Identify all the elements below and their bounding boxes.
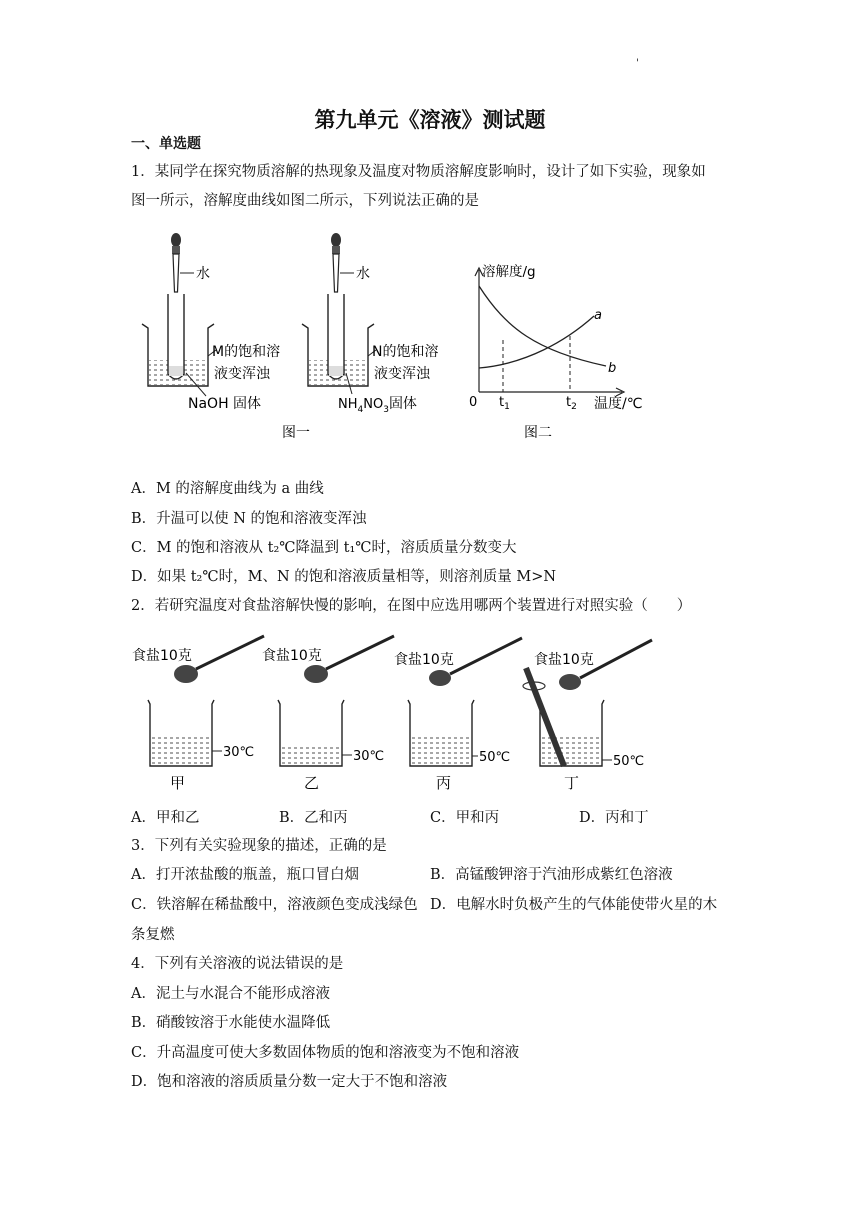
label-nh4no3: $NH_4NO_3$固体 [338,396,417,415]
salt-label: 食盐10克 [534,652,594,668]
page-title: 第九单元《溶液》测试题 [314,108,546,132]
salt-label: 食盐10克 [394,652,454,668]
spoon-handle [196,636,264,669]
section-heading: 一、单选题 [131,136,201,152]
q3-stem: 3．下列有关实验现象的描述，正确的是 [131,838,387,854]
setup-nh4no3 [302,233,438,415]
beaker-water [281,744,341,765]
salt-label: 食盐10克 [262,648,322,664]
tick-label-t2: $t_2$ [566,395,577,412]
corner-mark: ' [636,58,639,69]
salt-label: 食盐10克 [132,648,192,664]
dropper-collar [332,246,340,254]
q1-stem-line2: 图一所示，溶解度曲线如图二所示，下列说法正确的是 [131,193,479,209]
setup-naoh [142,233,280,412]
q4-option-d: D．饱和溶液的溶质质量分数一定大于不饱和溶液 [131,1074,448,1090]
y-axis-label: 溶解度/g [482,264,536,280]
beaker-setup-jia [132,636,264,792]
q2-beaker-figure [128,626,668,798]
beaker-label: 乙 [304,774,320,792]
spoon-handle [326,636,394,669]
temp-label: 50℃ [479,750,511,765]
fig2-caption: 图二 [524,425,552,441]
series-b-label: b [608,361,617,376]
label-n-2: 液变浑浊 [374,366,430,382]
q4-option-a: A．泥土与水混合不能形成溶液 [131,986,330,1002]
x-axis-label: 温度/℃ [594,396,643,412]
q2-option-c: C．甲和丙 [430,810,500,826]
beaker-water [151,736,211,765]
dropper-bulb [331,233,341,247]
q1-stem-line1: 1．某同学在探究物质溶解的热现象及温度对物质溶解度影响时，设计了如下实验，现象如 [131,164,706,180]
spoon-handle [450,638,522,674]
beaker-setup-ding [523,640,652,792]
q4-option-b: B．硝酸铵溶于水能使水温降低 [131,1015,331,1031]
q3-option-d-line1: D．电解水时负极产生的气体能使带火星的木 [430,897,718,913]
q3-option-c: C．铁溶解在稀盐酸中，溶液颜色变成浅绿色 [131,897,418,913]
dropper-bulb [171,233,181,247]
q2-option-a: A．甲和乙 [131,810,200,826]
q3-option-a: A．打开浓盐酸的瓶盖，瓶口冒白烟 [131,867,359,883]
label-m-2: 液变浑浊 [214,366,270,382]
series-b-line [479,286,606,366]
label-naoh: NaOH 固体 [188,396,262,412]
beaker-water [411,736,471,765]
beaker-setup-bing [394,638,522,792]
nh4no3-solid [329,366,343,376]
label-n-1: N的饱和溶 [372,344,439,360]
q2-option-d: D．丙和丁 [579,810,649,826]
q1-figure-1 [136,228,466,446]
water-label: 水 [356,266,370,282]
fig1-caption: 图一 [282,425,310,441]
dropper-tube [333,254,339,292]
tick-label-t1: $t_1$ [499,395,510,412]
beaker-water [541,736,601,765]
spoon-bowl [429,670,451,686]
temp-label: 30℃ [223,745,255,760]
spoon-bowl [304,665,328,683]
q3-option-b: B．高锰酸钾溶于汽油形成紫红色溶液 [430,867,673,883]
spoon-bowl [174,665,198,683]
q1-option-b: B．升温可以使 N 的饱和溶液变浑浊 [131,511,367,527]
q4-stem: 4．下列有关溶液的说法错误的是 [131,956,344,972]
dropper-collar [172,246,180,254]
spoon-bowl [559,674,581,690]
dropper-tube [173,254,179,292]
q2-stem: 2．若研究温度对食盐溶解快慢的影响，在图中应选用哪两个装置进行对照实验（ ） [131,598,692,614]
beaker-label: 丁 [564,774,580,792]
temp-label: 50℃ [613,754,645,769]
temp-label: 30℃ [353,749,385,764]
naoh-solid [169,366,183,376]
beaker-label: 丙 [436,774,452,792]
q1-option-c: C．M 的饱和溶液从 t₂℃降温到 t₁℃时，溶质质量分数变大 [131,540,517,556]
label-m-1: M的饱和溶 [212,344,281,360]
q3-option-d-line2: 条复燃 [131,927,175,943]
water-label: 水 [196,266,210,282]
beaker-setup-yi [262,636,394,792]
q1-solubility-chart [466,256,656,446]
series-a-label: a [594,308,602,323]
beaker-label: 甲 [170,774,186,792]
q1-option-a: A．M 的溶解度曲线为 a 曲线 [131,481,324,497]
q4-option-c: C．升高温度可使大多数固体物质的饱和溶液变为不饱和溶液 [131,1045,520,1061]
origin-label: 0 [469,395,478,410]
q2-option-b: B．乙和丙 [279,810,348,826]
q1-option-d: D．如果 t₂℃时，M、N 的饱和溶液质量相等，则溶剂质量 M>N [131,569,557,585]
